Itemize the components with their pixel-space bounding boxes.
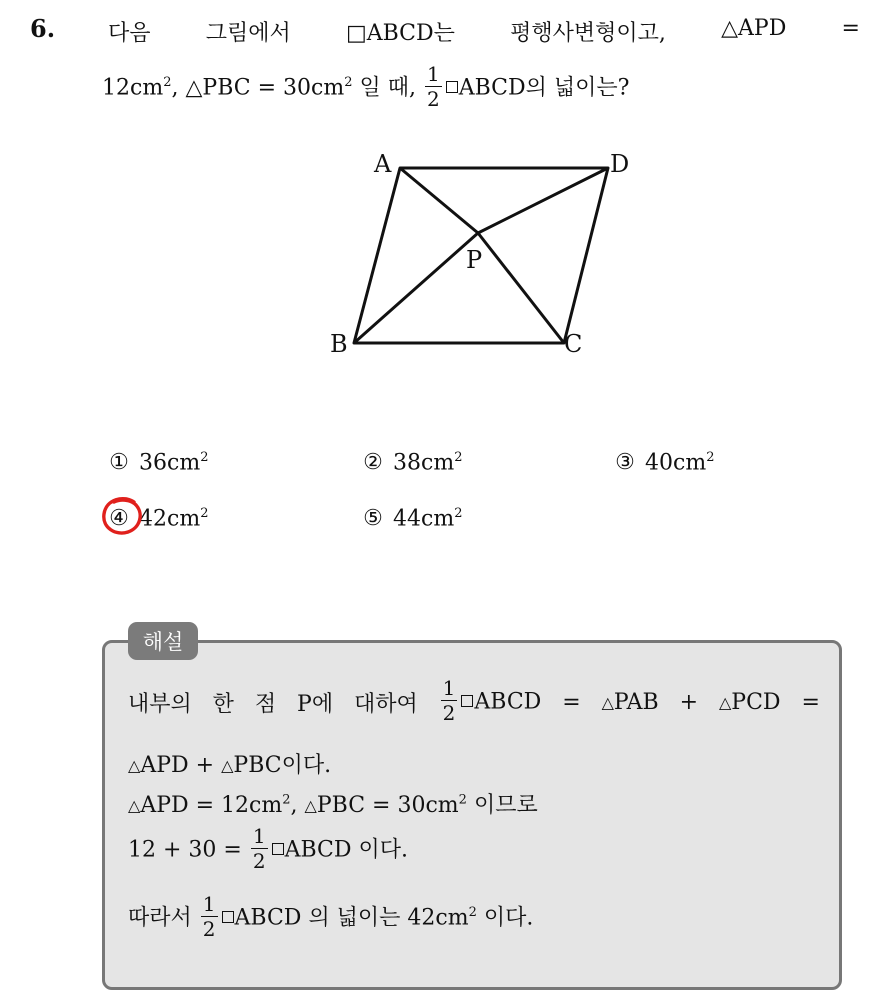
conclusion-prefix: 따라서 <box>128 905 192 931</box>
segment-pd <box>478 168 608 233</box>
abcd-label: ABCD <box>284 837 352 863</box>
triangle-pab <box>602 690 659 715</box>
fraction <box>441 678 458 723</box>
question-word: △APD <box>721 16 787 41</box>
triangle-name: PCD <box>731 690 781 715</box>
conclusion-text: 의 넓이는 42cm <box>308 905 469 931</box>
exponent: 2 <box>454 506 463 521</box>
solution-word: 점 <box>254 692 277 717</box>
segment-pc <box>478 233 564 343</box>
parallelogram-symbol <box>222 911 234 923</box>
question-word: = <box>841 16 860 41</box>
fraction-numerator: 1 <box>202 892 216 916</box>
triangle-symbol: △ <box>221 755 234 775</box>
fraction-denominator: 2 <box>442 701 456 725</box>
fraction-denominator: 2 <box>252 849 266 873</box>
comma: , <box>171 75 179 101</box>
apd-area: 12cm <box>102 75 164 101</box>
parallelogram-figure <box>320 138 640 368</box>
half-abcd <box>439 676 542 725</box>
triangle-symbol: △ <box>128 755 141 775</box>
plus-sign: + <box>195 753 215 778</box>
exponent: 2 <box>454 450 463 465</box>
solution-line-5 <box>128 892 534 941</box>
answer-circle-mark <box>100 496 146 538</box>
apd-equation: APD = 12cm <box>140 793 283 818</box>
choice-number: ② <box>363 450 383 476</box>
equals-sign: = <box>562 690 581 715</box>
question-line-1 <box>108 16 860 47</box>
fraction-denominator: 2 <box>202 917 216 941</box>
exponent: 2 <box>344 75 353 91</box>
abcd-label: ABCD <box>458 75 526 101</box>
comma: , <box>290 793 298 818</box>
fraction <box>251 826 268 871</box>
exponent: 2 <box>458 792 467 808</box>
fraction <box>201 894 218 939</box>
sentence-end: 이다. <box>358 837 409 863</box>
question-number: 6. <box>30 14 56 43</box>
triangle-symbol: △ <box>718 692 732 712</box>
conjunction: 이므로 <box>473 793 538 818</box>
solution-badge: 해설 <box>128 622 198 660</box>
triangle-name: APD <box>140 753 189 778</box>
fraction-numerator: 1 <box>442 676 456 700</box>
fraction-numerator: 1 <box>426 62 440 86</box>
choice-number: ③ <box>615 450 635 476</box>
fraction-denominator: 2 <box>426 87 440 111</box>
triangle-symbol: △ <box>304 795 317 815</box>
solution-line-2 <box>128 748 331 779</box>
choice-2[interactable] <box>360 450 462 475</box>
exponent: 2 <box>468 905 477 921</box>
triangle-name: PBC <box>233 753 282 778</box>
question-word: 다음 <box>108 21 151 46</box>
choice-number: ④ <box>109 506 129 532</box>
triangle-pcd <box>719 690 781 715</box>
choice-value: 44cm <box>393 506 455 532</box>
solution-line-1 <box>128 676 820 725</box>
choice-value: 36cm <box>139 450 201 476</box>
question-word: 평행사변형이고, <box>510 21 666 46</box>
choice-value: 42cm <box>139 506 201 532</box>
choice-5[interactable] <box>360 506 462 531</box>
choice-3[interactable] <box>612 450 714 475</box>
sentence-end: 이다. <box>483 905 534 931</box>
question-word: 그림에서 <box>205 21 291 46</box>
solution-word: 대하여 <box>353 692 418 717</box>
solution-line-4 <box>128 824 409 873</box>
question-condition: 일 때, <box>359 75 416 101</box>
fraction-numerator: 1 <box>252 824 266 848</box>
point-label-p: P <box>466 246 483 274</box>
solution-word: 내부의 <box>128 692 192 717</box>
vertex-label-d: D <box>610 150 630 178</box>
vertex-label-a: A <box>374 150 392 178</box>
triangle-symbol: △ <box>601 692 614 712</box>
solution-word: 한 <box>212 692 234 717</box>
choice-1[interactable] <box>106 450 208 475</box>
question-ask: 의 넓이는? <box>525 75 630 101</box>
exponent: 2 <box>200 506 209 521</box>
exponent: 2 <box>282 792 291 808</box>
abcd-label: ABCD <box>234 905 302 931</box>
exponent: 2 <box>163 75 172 91</box>
question-line-2 <box>102 62 630 111</box>
choice-number: ① <box>109 450 129 476</box>
sentence-end: 이다. <box>281 753 332 778</box>
parallelogram-symbol <box>461 695 473 707</box>
choice-value: 40cm <box>645 450 707 476</box>
solution-line-3 <box>128 788 538 819</box>
pbc-equation: PBC = 30cm <box>316 793 459 818</box>
parallelogram-symbol <box>446 81 458 93</box>
triangle-name: PAB <box>613 690 659 715</box>
fraction <box>425 64 442 109</box>
question-word: □ABCD는 <box>345 21 455 46</box>
choice-value: 38cm <box>393 450 455 476</box>
abcd-label: ABCD <box>474 689 542 715</box>
segment-pa <box>400 168 478 233</box>
plus-sign: + <box>679 690 699 715</box>
solution-word: P에 <box>297 692 334 717</box>
exponent: 2 <box>200 450 209 465</box>
vertex-label-c: C <box>564 330 583 358</box>
pbc-area: △PBC = 30cm <box>185 75 345 101</box>
vertex-label-b: B <box>330 330 348 358</box>
triangle-symbol: △ <box>128 795 141 815</box>
segment-pb <box>354 233 478 343</box>
exponent: 2 <box>706 450 715 465</box>
parallelogram-symbol <box>272 843 284 855</box>
equals-sign: = <box>801 690 820 715</box>
sum-expression: 12 + 30 = <box>128 837 242 863</box>
choice-number: ⑤ <box>363 506 383 532</box>
